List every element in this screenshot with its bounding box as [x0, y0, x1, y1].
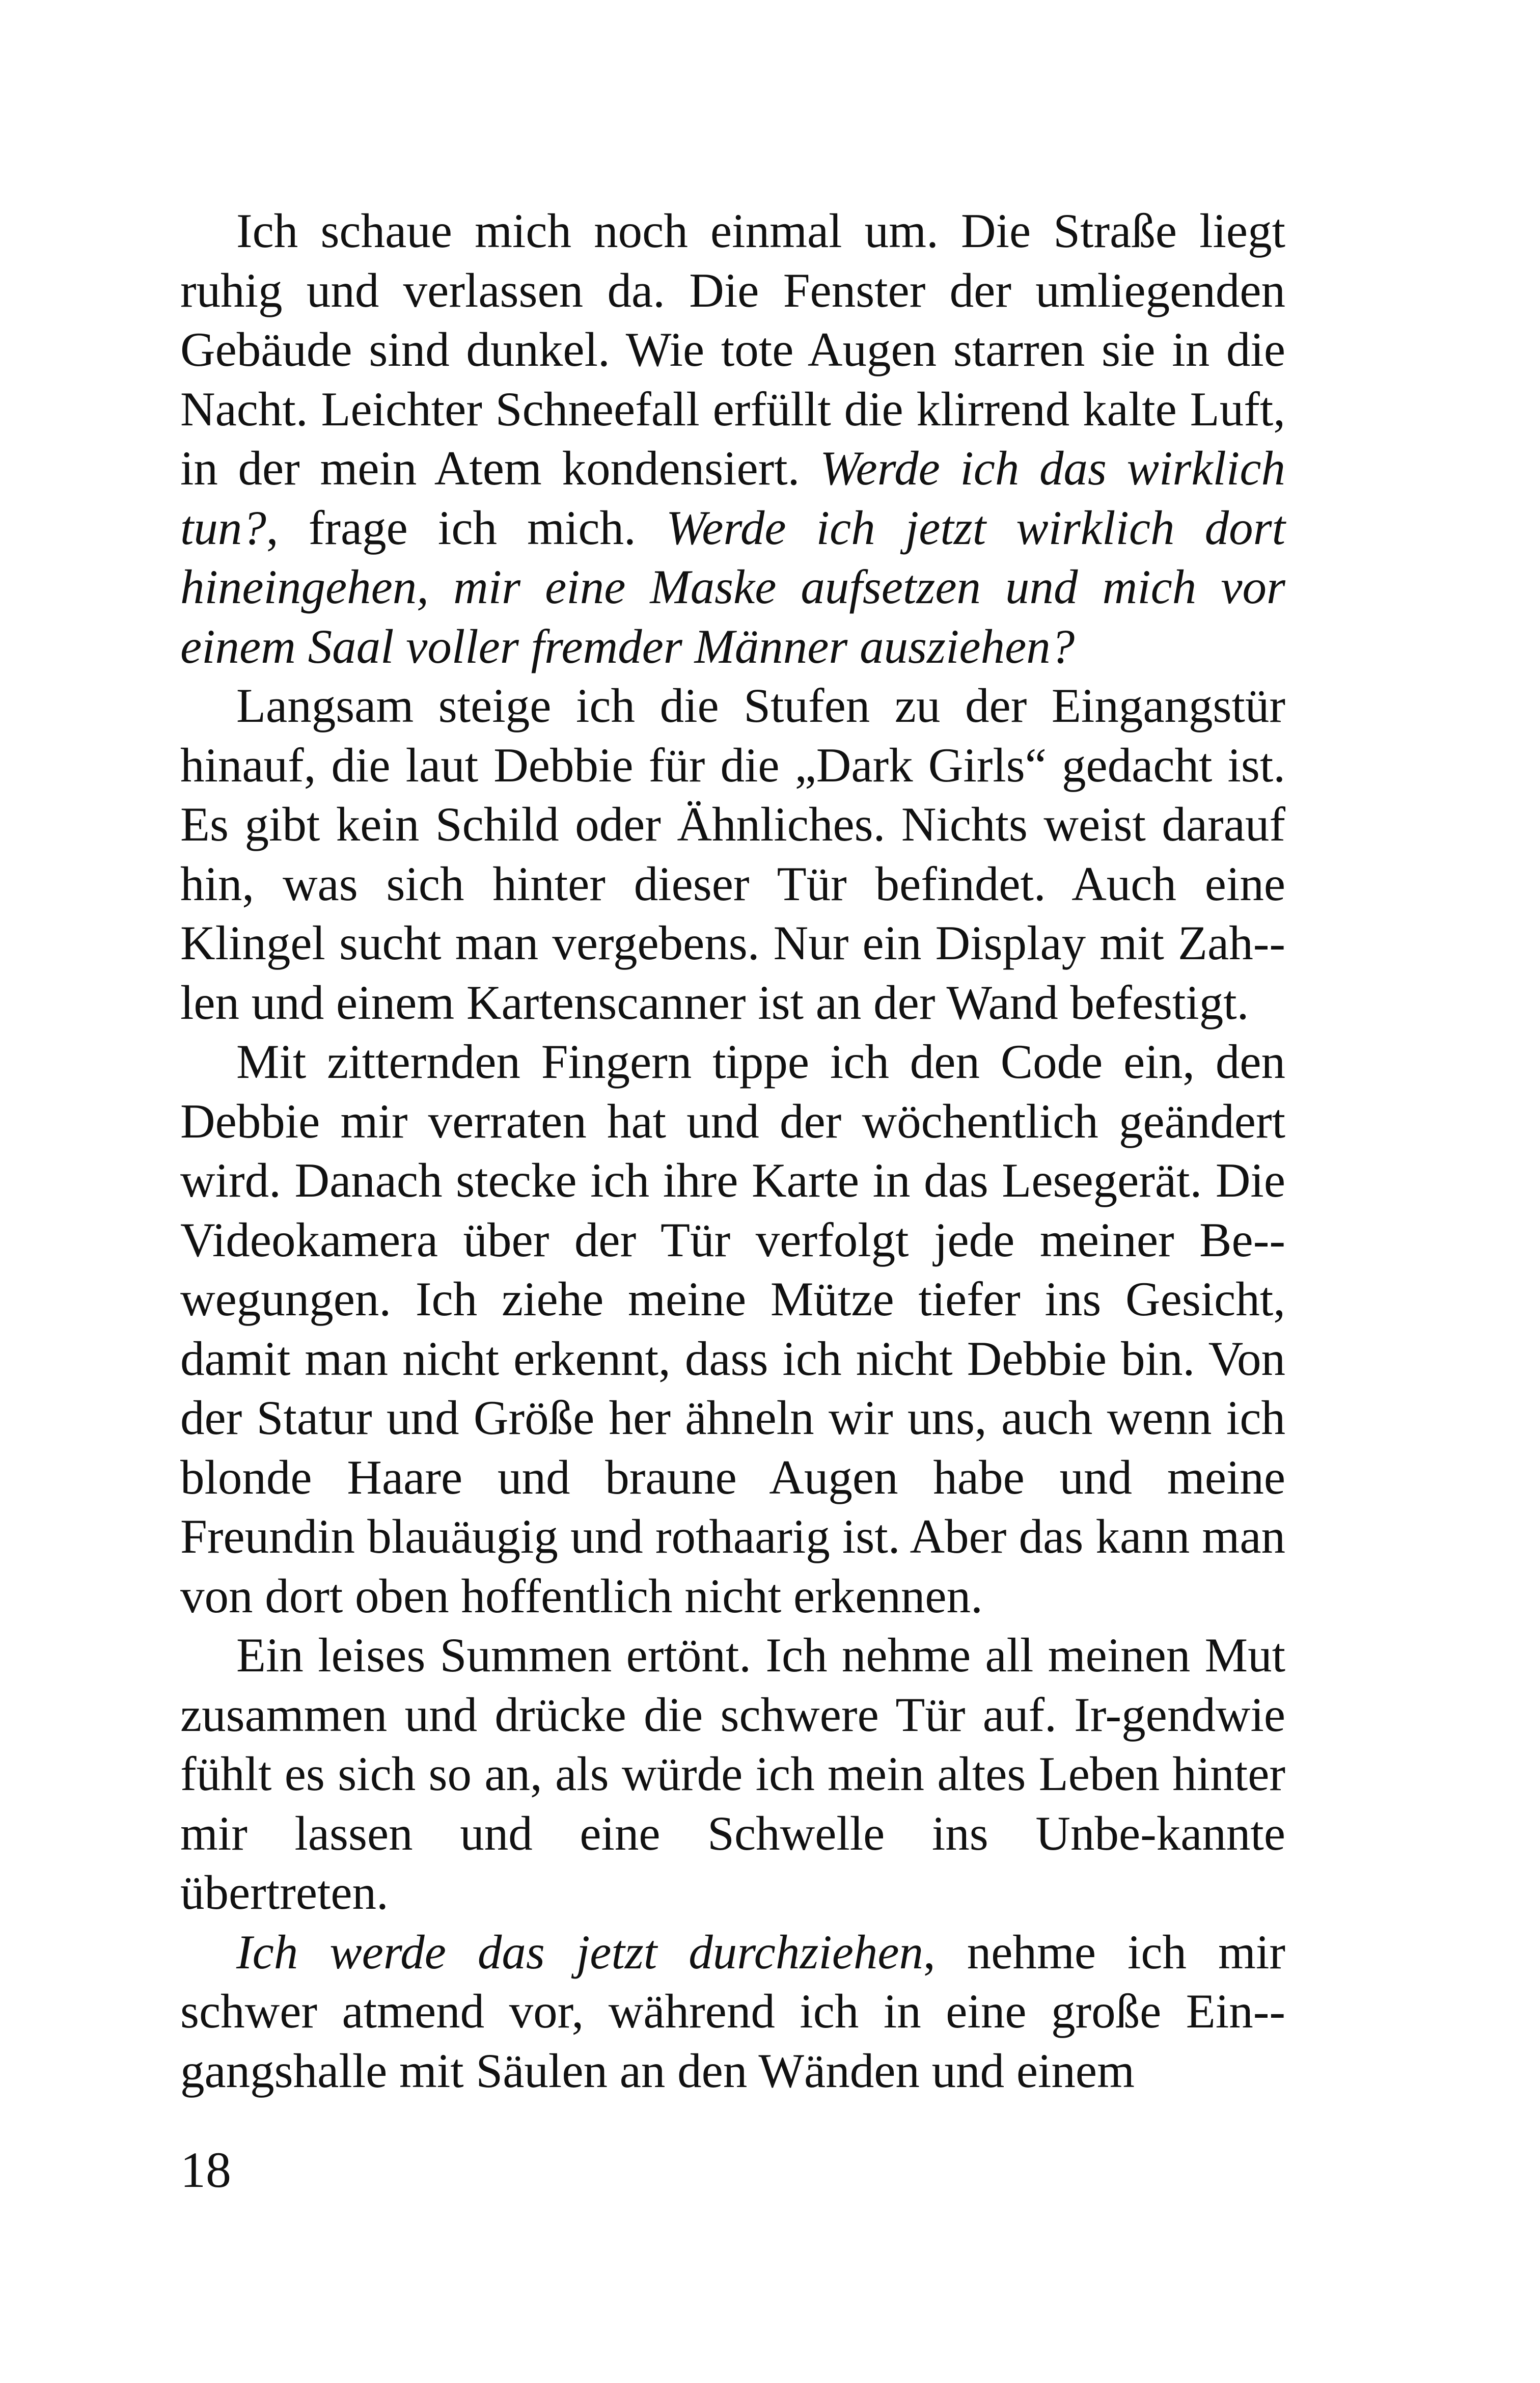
- text-segment: , nehme ich mir schwer atmend vor, während ich in eine große Ein-gangshalle mit Säulen an den Wänden und einem: [180, 1925, 1285, 2098]
- paragraph: [180, 1626, 1285, 1922]
- body-text: [180, 201, 1285, 2100]
- italic-text: Werde ich das wirklich tun?: [180, 441, 1285, 555]
- paragraph: [180, 1922, 1285, 2101]
- text-segment: Ich schaue mich noch einmal um. Die Straße liegt ruhig und verlassen da. Die Fenster der umliegenden Gebäude sind dunkel. Wie tote Augen starren sie in die Nacht. Leichter Schneefall erfüllt die klirrend kalte Luft, in der mein Atem kondensiert.: [180, 204, 1285, 495]
- italic-text: Werde ich jetzt wirklich dort hineingehen, mir eine Maske aufsetzen und mich vor einem Saal voller fremder Männer ausziehen?: [180, 500, 1285, 673]
- text-segment: , frage ich mich.: [266, 500, 666, 555]
- paragraph: [180, 1032, 1285, 1626]
- paragraph: [180, 201, 1285, 676]
- text-segment: Mit zitternden Fingern tippe ich den Code ein, den Debbie mir verraten hat und der wöchentlich geändert wird. Danach stecke ich ihre Karte in das Lesegerät. Die Videokamera über der Tür verfolgt jede meiner Be-wegungen. Ich ziehe meine Mütze tiefer ins Gesicht, damit man nicht erkennt, dass ich nicht Debbie bin. Von der Statur und Größe her ähneln wir uns, auch wenn ich blonde Haare und braune Augen habe und meine Freundin blauäugig und rothaarig ist. Aber das kann man von dort oben hoffentlich nicht erkennen.: [180, 1035, 1285, 1623]
- paragraph: [180, 676, 1285, 1032]
- italic-text: Ich werde das jetzt durchziehen: [236, 1925, 924, 1979]
- text-segment: Langsam steige ich die Stufen zu der Eingangstür hinauf, die laut Debbie für die „Dark Girls“ gedacht ist. Es gibt kein Schild oder Ähnliches. Nichts weist darauf hin, was sich hinter dieser Tür befindet. Auch eine Klingel sucht man vergebens. Nur ein Display mit Zah-len und einem Kartenscanner ist an der Wand befestigt.: [180, 679, 1285, 1030]
- text-segment: Ein leises Summen ertönt. Ich nehme all meinen Mut zusammen und drücke die schwere Tür auf. Ir-gendwie fühlt es sich so an, als würde ich mein altes Leben hinter mir lassen und eine Schwelle ins Unbe-kannte übertreten.: [180, 1628, 1285, 1919]
- page-number: 18: [180, 2142, 231, 2198]
